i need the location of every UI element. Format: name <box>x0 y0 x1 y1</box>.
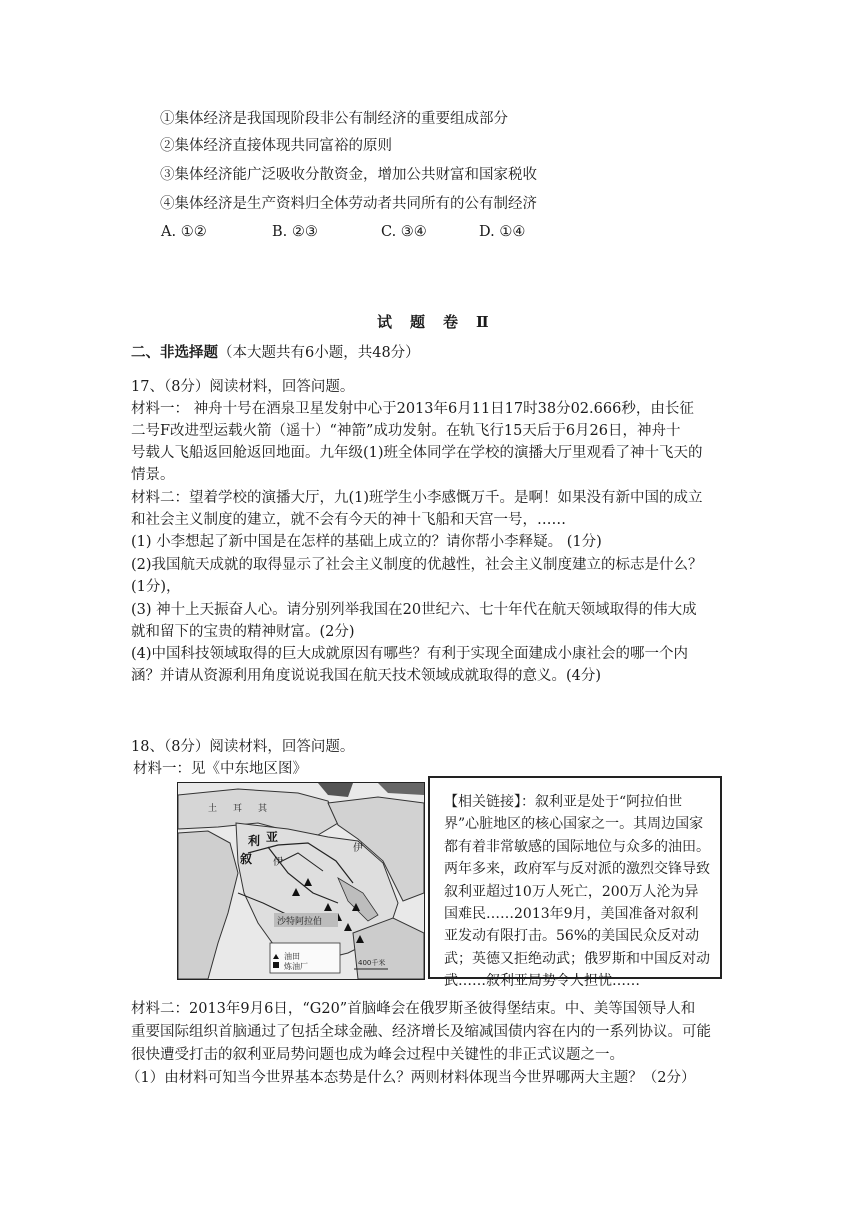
q17-question1: (1) 小李想起了新中国是在怎样的基础上成立的？请你帮小李释疑。 (1分) <box>131 534 602 550</box>
q17-material1-line1: 材料一： 神舟十号在酒泉卫星发射中心于2013年6月11日17时38分02.666秒，由长征 <box>131 401 694 417</box>
section-title-char: 题 <box>410 313 426 331</box>
option-item-3: ③集体经济能广泛吸收分散资金，增加公共财富和国家税收 <box>160 167 537 183</box>
map-label-iraq: 伊 <box>273 857 283 868</box>
map-label-turkey-c: 其 <box>258 804 268 814</box>
option-item-2: ②集体经济直接体现共同富裕的原则 <box>160 138 392 154</box>
choice-b: B. ②③ <box>272 224 318 240</box>
q17-material2-line2: 和社会主义制度的建立，就不会有今天的神十飞船和天宫一号，…… <box>131 512 566 528</box>
map-label-iran: 伊 <box>353 843 363 854</box>
map-legend-oilfield: 油田 <box>284 952 300 961</box>
map-scale: 400千米 <box>358 959 386 967</box>
map-label-saudi: 沙特阿拉伯 <box>277 917 323 927</box>
related-link-text: 【相关链接】：叙利亚是处于“阿拉伯世界”心脏地区的核心国家之一。其周边国家都有着非常敏感的国际地位与众多的油田。两年多来，政府军与反对派的激烈交锋导致叙利亚超过10万人死亡，200万人沦为异国难民……2013年9月，美国准备对叙利亚发动有限打击。56%的美国民众反对动武；英德又拒绝动武；俄罗斯和中国反对动武……叙利亚局势令人担忧…… <box>444 794 710 990</box>
option-item-4: ④集体经济是生产资料归全体劳动者共同所有的公有制经济 <box>160 196 537 212</box>
q17-header: 17、（8分）阅读材料，回答问题。 <box>131 379 355 395</box>
q18-material2-line1: 材料二：2013年9月6日，“G20”首脑峰会在俄罗斯圣彼得堡结束。中、美等国领导人和 <box>131 1001 696 1017</box>
q17-material2-line1: 材料二：望着学校的演播大厅，九(1)班学生小李感慨万千。是啊！如果没有新中国的成立 <box>131 490 703 506</box>
map-label-syria-b: 亚 <box>266 830 279 844</box>
q18-material1: 材料一：见《中东地区图》 <box>133 761 307 777</box>
map-graphic <box>178 783 424 979</box>
q17-question4-line1: (4)中国科技领域取得的巨大成就原因有哪些？有利于实现全面建成小康社会的哪一个内 <box>131 646 689 662</box>
q17-question2-line2: (1分)， <box>131 579 181 595</box>
option-item-1: ①集体经济是我国现阶段非公有制经济的重要组成部分 <box>160 111 508 127</box>
map-legend-refinery: 炼油厂 <box>284 962 308 971</box>
related-link-box <box>428 776 722 990</box>
section-title-char: Ⅱ <box>476 313 489 331</box>
map-label-turkey-b: 耳 <box>233 804 243 814</box>
map-label-syria-c: 叙 <box>240 852 253 866</box>
q17-question3-line1: (3) 神十上天振奋人心。请分别列举我国在20世纪六、七十年代在航天领域取得的伟大成 <box>131 602 697 618</box>
q17-material1-line3: 号载人飞船返回舱返回地面。九年级(1)班全体同学在学校的演播大厅里观看了神十飞天的 <box>131 445 703 461</box>
choice-a: A. ①② <box>161 224 207 240</box>
section-heading <box>131 343 420 363</box>
choice-c: C. ③④ <box>381 224 427 240</box>
section-heading-note: （本大题共有6小题，共48分） <box>218 345 420 361</box>
q18-material2-line2: 重要国际组织首脑通过了包括全球金融、经济增长及缩减国债内容在内的一系列协议。可能 <box>131 1024 711 1040</box>
q17-question2-line1: (2)我国航天成就的取得显示了社会主义制度的优越性，社会主义制度建立的标志是什么？ <box>131 557 703 573</box>
choice-d: D. ①④ <box>479 224 526 240</box>
section-title-char: 卷 <box>443 313 459 331</box>
q17-question3-line2: 就和留下的宝贵的精神财富。(2分) <box>131 624 355 640</box>
map-label-syria-a: 利 <box>248 834 261 848</box>
q18-material2-line3: 很快遭受打击的叙利亚局势问题也成为峰会过程中关键性的非正式议题之一。 <box>131 1047 624 1063</box>
q17-material1-line4: 情景。 <box>131 467 175 483</box>
q17-material1-line2: 二号F改进型运载火箭（遥十）“神箭”成功发射。在轨飞行15天后于6月26日，神舟十 <box>131 423 681 439</box>
section-heading-label: 二、非选择题 <box>131 344 218 361</box>
q18-question1: （1）由材料可知当今世界基本态势是什么？两则材料体现当今世界哪两大主题？（2分） <box>126 1070 696 1086</box>
map-label-turkey-a: 土 <box>208 804 218 814</box>
middle-east-map <box>177 782 425 980</box>
section-title-char: 试 <box>377 313 393 331</box>
section-title <box>368 312 498 332</box>
q17-question4-line2: 涵？并请从资源利用角度说说我国在航天技术领域成就取得的意义。(4分) <box>131 668 602 684</box>
q18-header: 18、（8分）阅读材料，回答问题。 <box>131 739 355 755</box>
